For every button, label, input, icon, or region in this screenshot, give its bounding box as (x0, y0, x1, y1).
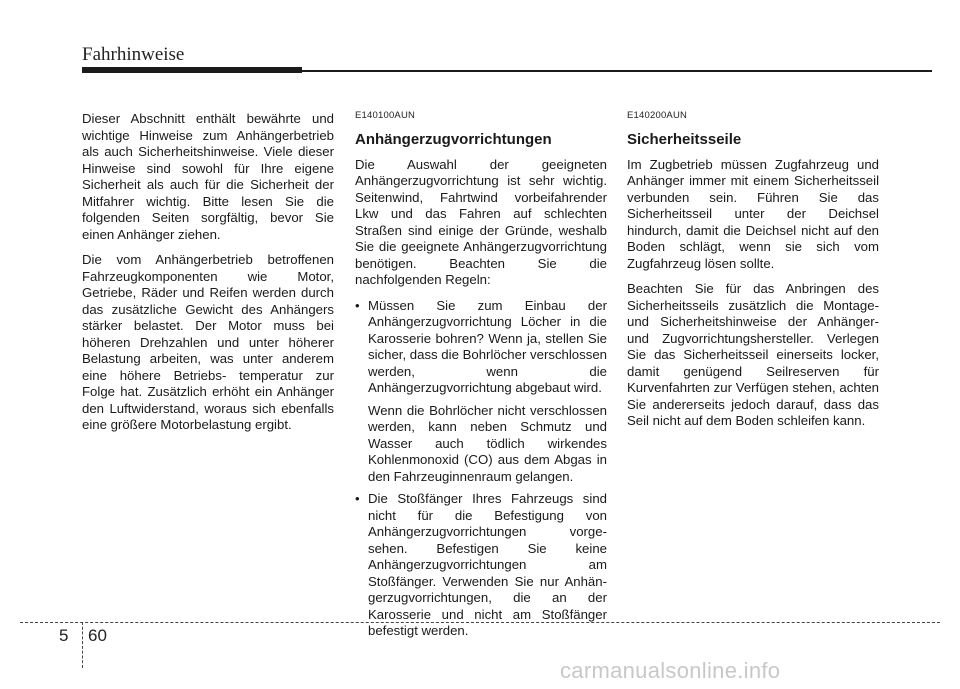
middle-column (355, 108, 607, 646)
footer-divider (20, 622, 940, 623)
header-rule (302, 70, 932, 72)
section-intro: Die Auswahl der geeigneten Anhängerzugvorrichtung ist sehr wichtig. Seitenwind, Fahrtwind vorbeifahrender Lkw und das Fahren auf schlechten Straßen sind einige der Gründe, weshalb Sie die geeignete Anhängerzugvorrichtung benötigen. Beachten Sie die nachfolgenden Regeln: (355, 156, 607, 287)
bullet-icon: • (355, 491, 360, 506)
list-item-text: Müssen Sie zum Einbau der Anhängerzugvorrichtung Löcher in die Karosserie bohren? Wenn ja, stellen Sie sicher, dass die Bohrlöcher verschlossen werden, wenn die Anhängerzugvorrichtung abgebaut wird. (368, 297, 607, 395)
watermark: carmanualsonline.info (560, 658, 781, 683)
section-heading: Anhängerzugvorrichtungen (355, 130, 552, 148)
mounting-paragraph: Beachten Sie für das Anbringen des Sicherheitsseils zusätzlich die Montage- und Sicherheitshinweise der Anhänger- und Zugvorrichtungshersteller. Verlegen Sie das Sicherheitsseil einerseits locker, damit genügend Seilreserven für Kurvenfahrten zur Verfügen stehen, achten Sie andererseits jedoch darauf, dass das Seil nicht auf dem Boden schleifen kann. (627, 281, 879, 428)
load-paragraph: Die vom Anhängerbetrieb betroffenen Fahrzeugkomponenten wie Motor, Getriebe, Räder und Reifen werden durch das zusätzliche Gewicht des Anhängers stärker belastet. Der Motor muss bei höheren Drehzahlen und unter höherer Belastung arbeiten, was unter anderem eine höhere Betriebs- temperatur zur Folge hat. Zusätzlich erhöht ein Anhänger den Luftwiderstand, woraus sich ebenfalls eine größere Motorbelastung ergibt. (82, 252, 334, 432)
rules-list (355, 298, 607, 640)
list-item (355, 298, 607, 486)
bullet-icon: • (355, 297, 360, 313)
list-item-text: Die Stoßfänger Ihres Fahrzeugs sind nicht für die Befestigung von Anhängerzugvorrichtungen vorge- sehen. Befestigen Sie keine Anhängerzugvorrichtungen am Stoßfänger. Verwenden Sie nur Anhän- gerzugvorrichtungen, die an der Karosserie und nicht am Stoßfänger befestigt werden. (368, 491, 607, 638)
footer-vertical-divider (82, 622, 83, 668)
page-header-title: Fahrhinweise (82, 44, 185, 65)
header-accent-bar (82, 67, 302, 73)
section-heading: Sicherheitsseile (627, 130, 742, 148)
page-number: 60 (88, 626, 107, 645)
section-code: E140100AUN (355, 110, 416, 121)
chapter-number: 5 (59, 626, 69, 645)
section-code: E140200AUN (627, 110, 688, 121)
list-item (355, 491, 607, 640)
left-column (82, 111, 334, 443)
list-item-note: Wenn die Bohrlöcher nicht verschlossen werden, kann neben Schmutz und Wasser auch tödlich wirkendes Kohlenmonoxid (CO) aus dem Abgas in den Fahrzeuginnenraum gelangen. (368, 402, 607, 484)
right-column (627, 108, 879, 439)
safety-paragraph: Im Zugbetrieb müssen Zugfahrzeug und Anhänger immer mit einem Sicherheitsseil verbunden sein. Führen Sie das Sicherheitsseil unter der Deichsel hindurch, damit die Deichsel nicht auf den Boden schlägt, wenn sie sich vom Zugfahrzeug lösen sollte. (627, 156, 879, 271)
intro-paragraph: Dieser Abschnitt enthält bewährte und wichtige Hinweise zum Anhängerbetrieb als auch Sicherheitshinweise. Viele dieser Hinweise sind sowohl für Ihre eigene Sicherheit als auch für die Sicherheit der Mitfahrer wichtig. Bitte lesen Sie die folgenden Seiten sorgfältig, bevor Sie einen Anhänger ziehen. (82, 111, 334, 242)
